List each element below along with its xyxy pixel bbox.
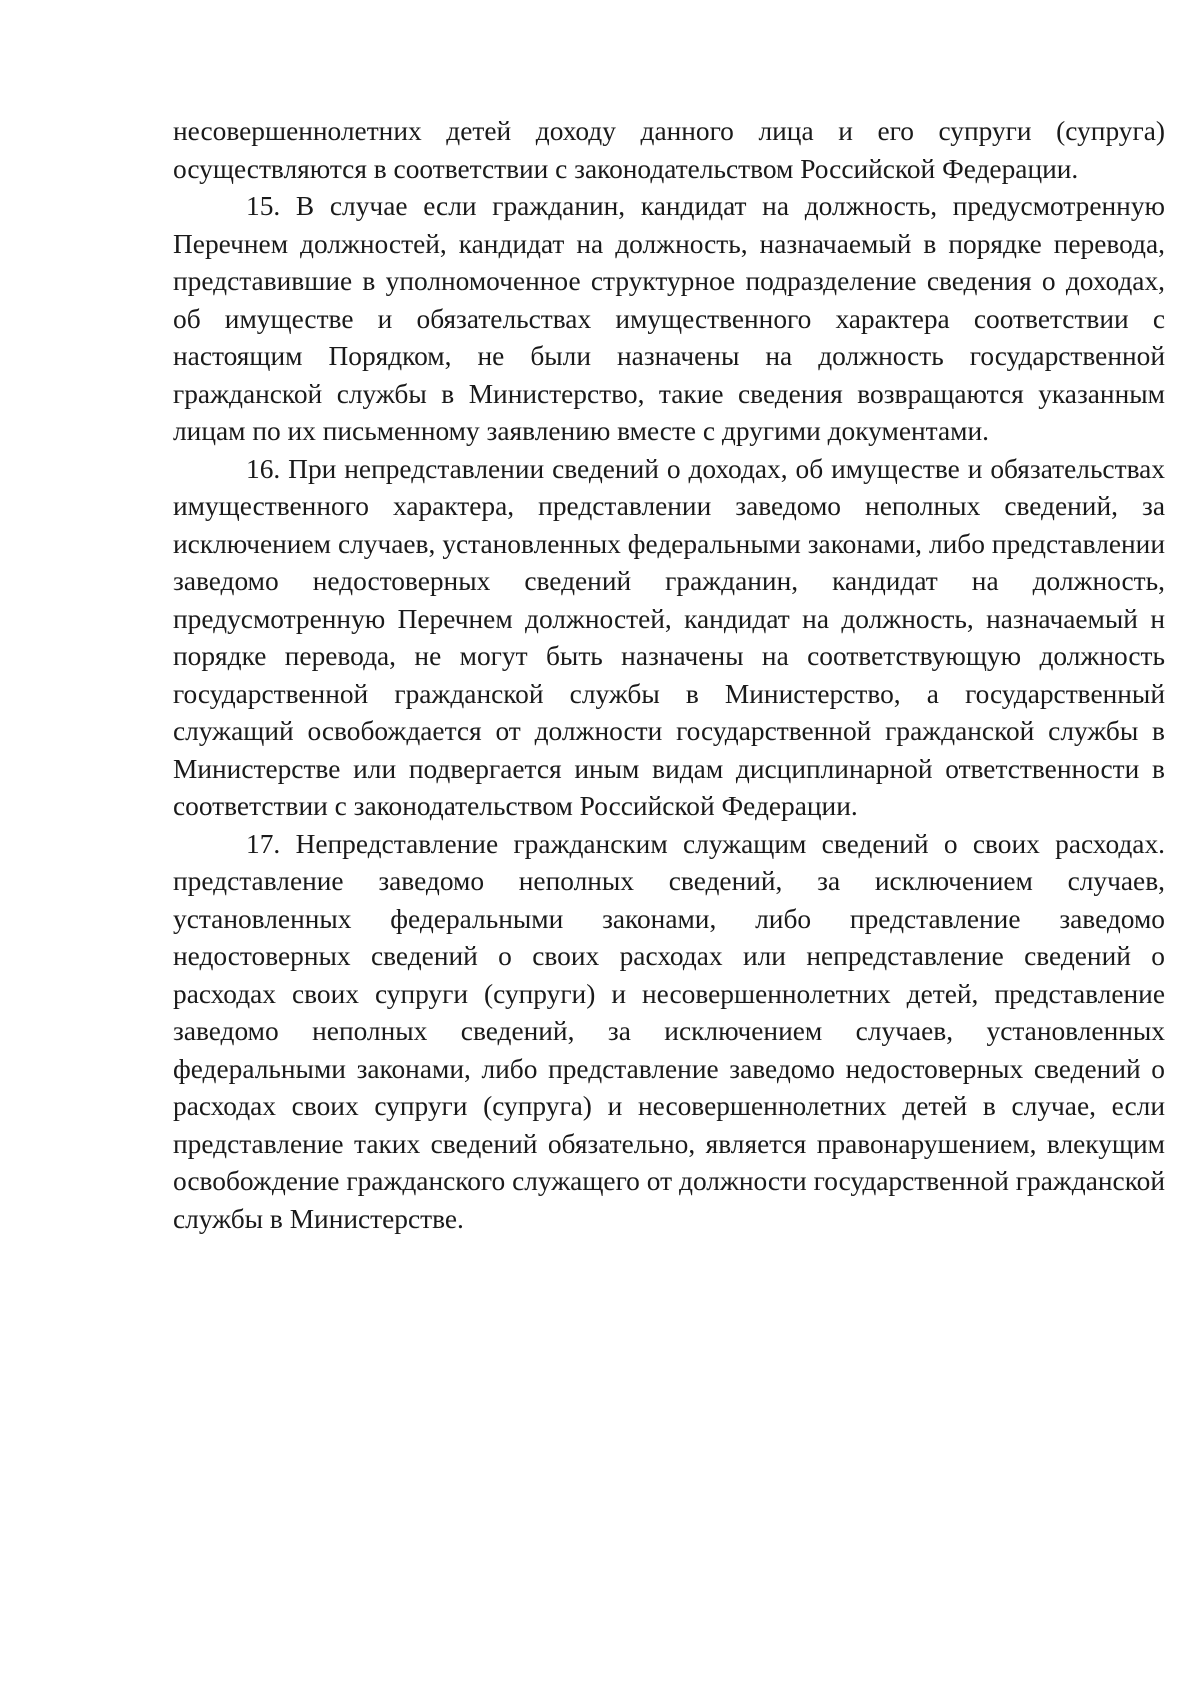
paragraph-14-continuation: несовершеннолетних детей доходу данного лица и его супруги (супруга) осуществляются в соответствии с законодательством Российской Федерации. bbox=[173, 116, 1165, 184]
paragraph-17: 17. Непредставление гражданским служащим сведений о своих расходах. представление заведомо неполных сведений, за исключением случаев, установленных федеральными законами, либо представление заведомо недостоверных сведений о своих расходах или непредставление сведений о расходах своих супруги (супруги) и несовершеннолетних детей, представление заведомо неполных сведений, за исключением случаев, установленных федеральными законами, либо представление заведомо недостоверных сведений о расходах своих супруги (супруга) и несовершеннолетних детей в случае, если представление таких сведений обязательно, является правонарушением, влекущим освобождение гражданского служащего от должности государственной гражданской службы в Министерстве. bbox=[173, 828, 1165, 1234]
paragraph-15: 15. В случае если гражданин, кандидат на должность, предусмотренную Перечнем должностей, кандидат на должность, назначаемый в порядке перевода, представившие в уполномоченное структурное подразделение сведения о доходах, об имуществе и обязательствах имущественного характера соответствии с настоящим Порядком, не были назначены на должность государственной гражданской службы в Министерство, такие сведения возвращаются указанным лицам по их письменному заявлению вместе с другими документами. bbox=[173, 191, 1165, 446]
paragraph-16: 16. При непредставлении сведений о доходах, об имуществе и обязательствах имущественного характера, представлении заведомо неполных сведений, за исключением случаев, установленных федеральными законами, либо представлении заведомо недостоверных сведений гражданин, кандидат на должность, предусмотренную Перечнем должностей, кандидат на должность, назначаемый н порядке перевода, не могут быть назначены на соответствующую должность государственной гражданской службы в Министерство, а государственный служащий освобождается от должности государственной гражданской службы в Министерстве или подвергается иным видам дисциплинарной ответственности в соответствии с законодательством Российской Федерации. bbox=[173, 453, 1165, 821]
document-body bbox=[173, 113, 1165, 1238]
